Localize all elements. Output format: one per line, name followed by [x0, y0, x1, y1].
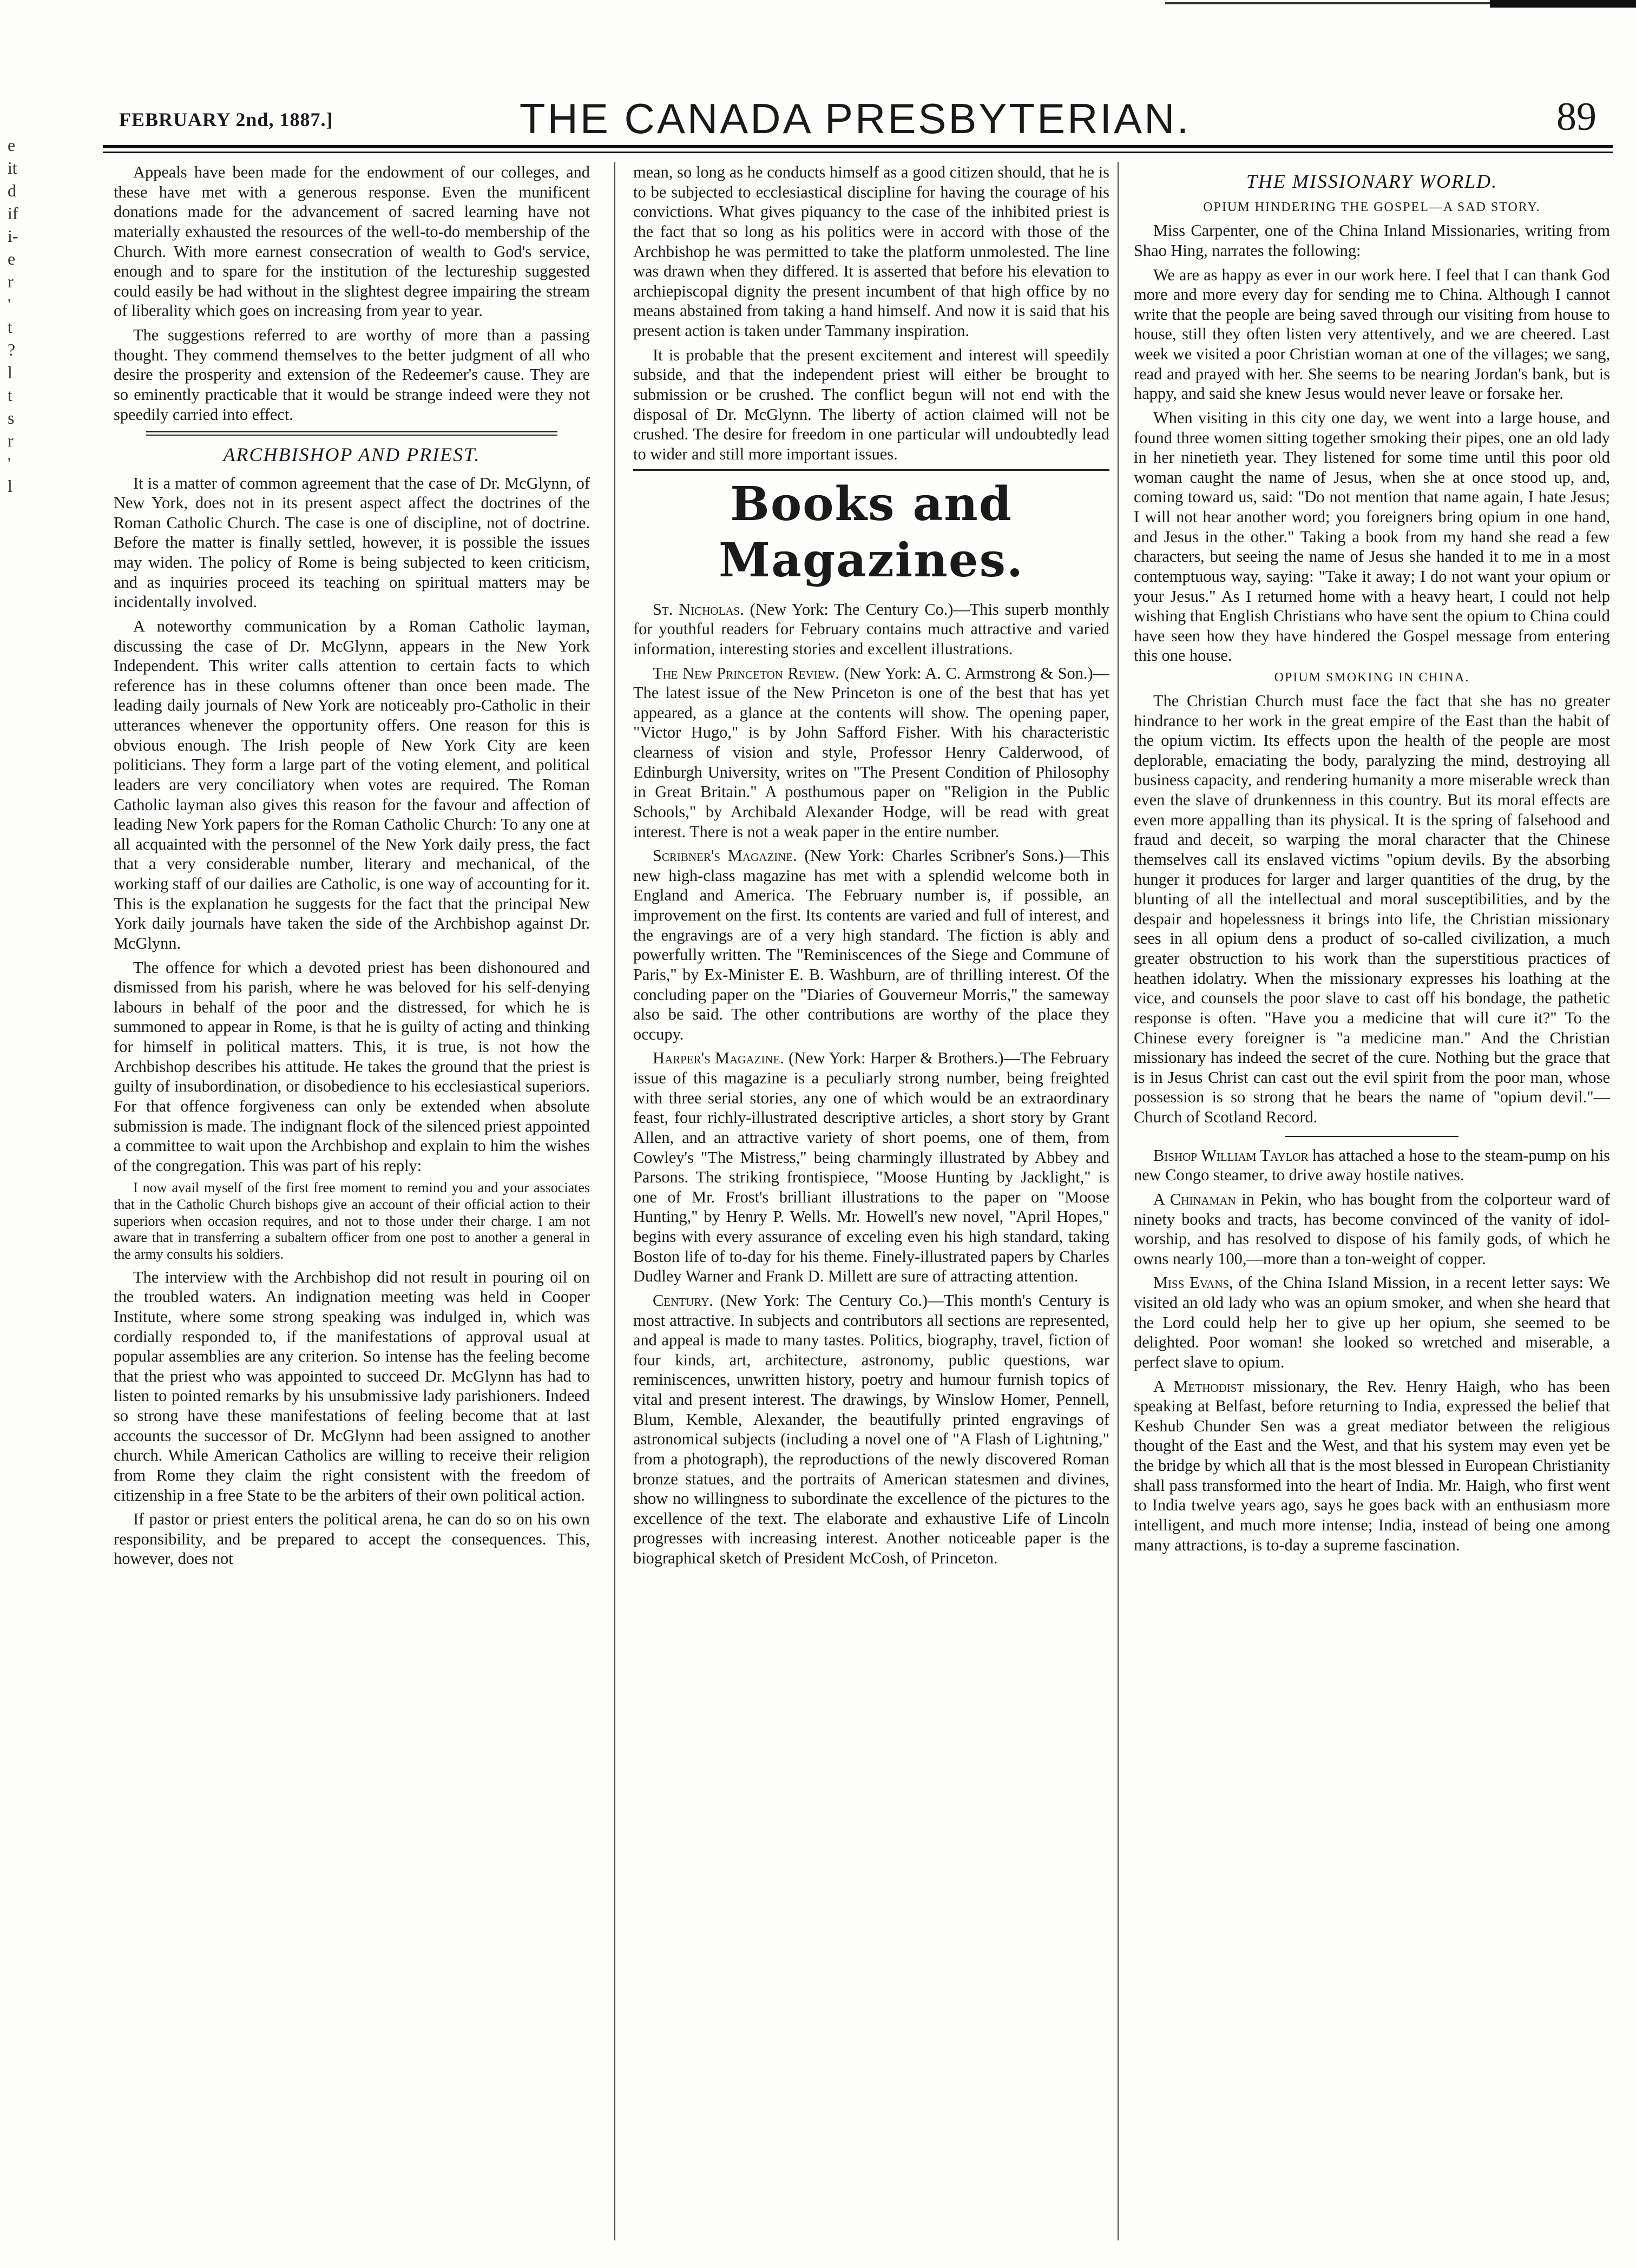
review-text: (New York: Harper & Brothers.)—The February issue of this magazine is a peculiarly strong number, being freighted with three serial stories, any one of which would be an extraordinary feast, four richly-illustrated descriptive articles, a short story by Grant Allen, and an attractive variety of short poems, one of them, from Cowley's "The Mistress," being charmingly illustrated by Abbey and Parsons. The striking frontispiece, "Moose Hunting by Jacklight," is one of Mr. Frost's brilliant illustrations to the paper on "Moose Hunting," by Henry P. Wells. Mr. Howell's new novel, "April Hopes," begins with every assurance of exceling even his high standard, taking Boston life of to-day for his theme. Finely-illustrated papers by Charles Dudley Warner and Frank D. Millett are sure of attracting attention.	[633, 1049, 1109, 1286]
paragraph: The offence for which a devoted priest has been dishonoured and dismissed from his parish, where he was beloved for his self-denying labours in behalf of the poor and the distressed, for which he is summoned to appear in Rome, is that he is guilty of acting and thinking for himself in political matters. This, it is true, is not how the Archbishop describes his attitude. He takes the ground that the priest is guilty of insubordination, or disobedience to his ecclesiastical superiors. For that offence forgiveness can only be extended when absolute submission is made. The indignant flock of the silenced priest appointed a committee to wait upon the Archbishop and explain to him the wishes of the congregation. This was part of his reply:	[114, 958, 590, 1175]
review-text: (New York: Charles Scribner's Sons.)—This new high-class magazine has met with a splendid welcome both in England and America. The February number is, if possible, an improvement on the first. Its contents are varied and full of interest, and the engravings are of a very high standard. The fiction is ably and powerfully written. The "Reminiscences of the Siege and Commune of Paris," by Ex-Minister E. B. Washburn, are of thrilling interest. Of the concluding paper on the "Diaries of Gouverneur Morris," the sameway also be said. The other contributions are worthy of the place they occupy.	[633, 846, 1109, 1043]
news-text: of the China Island Mission, in a recent letter says: We visited an old lady who was an opium smoker, and when she heard that the Lord could help her to give up her opium, she seemed to be delighted. Poor woman! she looked so wretched and miserable, a perfect slave to opium.	[1134, 1273, 1610, 1371]
news-lead: A Methodist	[1153, 1377, 1244, 1396]
column-2	[633, 162, 1109, 2251]
review-item	[633, 663, 1109, 842]
masthead	[97, 87, 1613, 152]
review-text: (New York: The Century Co.)—This superb monthly for youthful readers for February contains much attractive and varied information, interesting stories and excellent illustrations.	[633, 600, 1109, 658]
column-1	[114, 162, 590, 2251]
review-title: Century.	[653, 1291, 713, 1310]
section-rule	[146, 431, 557, 436]
review-item	[633, 846, 1109, 1044]
issue-date: FEBRUARY 2nd, 1887.]	[119, 109, 333, 130]
news-text: in Pekin, who has bought from the colporteur ward of ninety books and tracts, has become convinced of the vanity of idol-worship, and has resolved to dispose of his family gods, of which he owns nearly 100,—more than a ton-weight of copper.	[1134, 1189, 1610, 1268]
paragraph: It is probable that the present excitement and interest will speedily subside, and that the independent priest will either be brought to submission or be crushed. The conflict begun will not end with the disposal of Dr. McGlynn. The liberty of action claimed will not be crushed. The desire for freedom in one particular will undoubtedly lead to wider and still more important issues.	[633, 345, 1109, 463]
quoted-letter: I now avail myself of the first free moment to remind you and your associates that in the Catholic Church bishops give an account of their official action to their superiors when occasion requires, and not to those under their charge. I am not aware that in transferring a subaltern officer from one post to another a general in the army consults his soldiers.	[114, 1180, 590, 1263]
news-item	[1134, 1189, 1610, 1269]
paragraph: Miss Carpenter, one of the China Inland Missionaries, writing from Shao Hing, narrates the following:	[1134, 221, 1610, 260]
news-item	[1134, 1377, 1610, 1555]
review-item	[633, 1048, 1109, 1286]
news-text: has attached a hose to the steam-pump on his new Congo steamer, to drive away hostile natives.	[1134, 1146, 1610, 1185]
news-text: missionary, the Rev. Henry Haigh, who has been speaking at Belfast, before returning to India, expressed the belief that Keshub Chunder Sen was a great mediator between the religious thought of the East and the West, and that his system may even yet be the bridge by which all that is the most blessed in European Christianity shall pass transformed into the heart of India. Mr. Haigh, who first went to India twelve years ago, says he goes back with an enthusiasm more intelligent, and much more intense; India, instead of being one among many attractions, is to-day a supreme fascination.	[1134, 1377, 1610, 1554]
article-heading: ARCHBISHOP AND PRIEST.	[223, 444, 481, 466]
column-divider	[1118, 162, 1119, 2240]
paragraph: It is a matter of common agreement that the case of Dr. McGlynn, of New York, does not in its present aspect affect the doctrines of the Roman Catholic Church. The case is one of discipline, not of doctrine. Before the matter is finally settled, however, it is possible the issues may widen. The policy of Rome is being subjected to keen criticism, and as inquiries proceed its teaching on spiritual matters may be incidentally involved.	[114, 474, 590, 612]
subheading: OPIUM SMOKING IN CHINA.	[1274, 670, 1470, 685]
margin-mark: t	[8, 317, 12, 337]
margin-mark: l	[8, 476, 12, 496]
section-rule	[633, 469, 1109, 471]
news-lead: A Chinaman	[1153, 1189, 1236, 1208]
review-title: The New Princeton Review.	[653, 663, 840, 682]
margin-mark: e	[8, 135, 16, 155]
margin-mark: e	[8, 249, 16, 268]
margin-mark: t	[8, 385, 12, 405]
review-item	[633, 600, 1109, 659]
section-heading-missionary: THE MISSIONARY WORLD.	[1246, 170, 1498, 192]
header-rule	[103, 152, 1613, 153]
scan-edge-mark	[1490, 0, 1636, 8]
margin-mark: l	[8, 363, 12, 382]
header-rule	[103, 145, 1613, 148]
paragraph: Appeals have been made for the endowment of our colleges, and these have met with a generous response. Even the munificent donations made for the advancement of sacred learning have not materially exhausted the resources of the well-to-do membership of the Church. With more earnest consecration of wealth to God's service, enough and to spare for the institution of the lectureship suggested could easily be had without in the slightest degree impairing the stream of liberality which goes on increasing from year to year.	[114, 163, 590, 320]
paragraph: When visiting in this city one day, we went into a large house, and found three women sitting together smoking their pipes, one an old lady in her ninetieth year. They listened for some time until this poor old woman caught the name of Jesus, when she at once stood up, and, coming toward us, said: "Do not mention that name again, I hate Jesus; I will not hear another word; you foreigners bring opium in one hand, and Jesus in the other." Taking a book from my hand she read a few characters, but seeing the name of Jesus she handed it to me in a most contemptuous way, saying: "Take it away; I do not want your opium or your Jesus." As I returned home with a heavy heart, I could not help wishing that English Christians who have sent the opium to China could have seen how they have hindered the Gospel message from entering this one house.	[1134, 408, 1610, 665]
review-title: Harper's Magazine.	[653, 1049, 784, 1068]
paragraph: The interview with the Archbishop did not result in pouring oil on the troubled waters. An indignation meeting was held in Cooper Institute, where some strong speaking was indulged in, which was cordially responded to, if the manifestations of approval usual at popular assemblies are any criterion. So intense has the feeling become that the priest who was appointed to succeed Dr. McGlynn has had to listen to pointed remarks by his unsubmissive lady parishioners. Indeed so strong have these manifestations of feeling become that at last accounts the successor of Dr. McGlynn had been assigned to another church. While American Catholics are willing to receive their religion from Rome they claim the right consistent with the freedom of citizenship in a free State to be the arbiters of their own political action.	[114, 1267, 590, 1504]
margin-mark: r	[8, 431, 14, 450]
margin-mark: i-	[8, 226, 18, 246]
news-lead: Bishop William Taylor	[1153, 1146, 1309, 1165]
paragraph: We are as happy as ever in our work here. I feel that I can thank God more and more every day for sending me to China. Although I cannot write that the people are being saved through our visiting from house to house, still they often listen very attentively, and we are cheered. Last week we visited a poor Christian woman at one of the villages; we sang, read and prayed with her. She seems to be nearing Jordan's bank, but is happy, and said she knew Jesus would never leave or forsake her.	[1134, 265, 1610, 403]
paragraph: The suggestions referred to are worthy of more than a passing thought. They commend themselves to the better judgment of all who desire the prosperity and extension of the Redeemer's cause. They are so eminently practicable that it would be strange indeed were they not speedily carried into effect.	[114, 326, 590, 424]
scan-edge-mark	[1165, 2, 1490, 4]
margin-mark: r	[8, 272, 14, 291]
review-title: Scribner's Magazine.	[653, 846, 797, 865]
paragraph: The Christian Church must face the fact that she has no greater hindrance to her work in the great empire of the East than the habit of the opium victim. Its effects upon the health of the people are most deplorable, emaciating the body, paralyzing the mind, destroying all business capacity, and rendering humanity a more miserable wreck than even the slave of drunkenness in this country. But its moral effects are even more appalling than its physical. It is the spring of falsehood and fraud and deceit, so warping the moral character that the Chinese themselves call its enslaved victims "opium devils. By the absorbing hunger it produces for larger and larger quantities of the drug, by the blunting of all the intellectual and moral susceptibilities, and by the despair and hopelessness it brings into life, the Christian missionary sees in all opium dens a product of so-called civilization, a much greater obstruction to his work than the superstitious practices of heathen idolatry. When the missionary expresses his loathing at the vice, and counsels the poor slave to cast off his bondage, the pathetic response is often. "Have you a medicine that will cure it?" To the Chinese every foreigner is "a medicine man." And the Christian missionary has indeed the secret of the cure. Nothing but the grace that is in Jesus Christ can cast out the evil spirit from the poor man, whose possession is so strong that he bears the name of "opium devil."—Church of Scotland Record.	[1134, 691, 1610, 1127]
section-heading-books: Books and Magazines.	[719, 477, 1024, 588]
review-text: (New York: The Century Co.)—This month's Century is most attractive. In subjects and contributors all sections are represented, and appeal is made to many tastes. Politics, biography, travel, fiction of four kinds, art, architecture, astronomy, public questions, war reminiscences, unwritten history, poetry and humour furnish topics of vital and present interest. The drawings, by Winslow Homer, Pennell, Blum, Kemble, Alexander, the beautifully printed engravings of astronomical subjects (including a novel one of "A Flash of Lightning," from a photograph), the reproductions of the newly discovered Roman bronze statues, and the portraits of American statesmen and divines, show no willingness to subordinate the excellence of the pictures to the excellence of the text. The elaborate and exhaustive Life of Lincoln progresses with increasing interest. Another noticeable paper is the biographical sketch of President McCosh, of Princeton.	[633, 1291, 1109, 1567]
news-lead: Miss Evans,	[1153, 1273, 1233, 1292]
section-rule	[1285, 1136, 1458, 1137]
news-item	[1134, 1146, 1610, 1185]
paragraph: A noteworthy communication by a Roman Catholic layman, discussing the case of Dr. McGlynn, appears in the New York Independent. This writer calls attention to certain facts to which reference has in these columns oftener than once been made. The leading daily journals of New York are noticeably pro-Catholic in their utterances whenever the opportunity offers. One reason for this is obvious enough. The Irish people of New York City are keen politicians. They form a large part of the voting element, and political leaders are very conciliatory when votes are required. The Roman Catholic layman also gives this reason for the favour and affection of leading New York papers for the Roman Catholic Church: To any one at all acquainted with the personnel of the New York daily press, the fact that a very considerable number, literary and mechanical, of the working staff of our dailies are Catholic, is one way of accounting for it. This is the explanation he suggests for the fact that the principal New York daily journals have taken the side of the Archbishop against Dr. McGlynn.	[114, 616, 590, 952]
news-item	[1134, 1273, 1610, 1372]
column-3	[1134, 162, 1610, 2251]
subheading: OPIUM HINDERING THE GOSPEL—A SAD STORY.	[1203, 200, 1541, 215]
review-item	[633, 1291, 1109, 1568]
column-divider	[614, 162, 615, 2240]
margin-mark: if	[8, 203, 18, 223]
review-title: St. Nicholas.	[653, 600, 744, 619]
paragraph: If pastor or priest enters the political arena, he can do so on his own responsibility, and be prepared to accept the consequences. This, however, does not	[114, 1510, 590, 1568]
review-text: (New York: A. C. Armstrong & Son.)—The latest issue of the New Princeton is one of the best that has yet appeared, as a glance at the contents will show. The opening paper, "Victor Hugo," is by John Safford Fisher. With his characteristic clearness of vision and style, Professor Henry Calderwood, of Edinburgh University, writes on "The Present Condition of Philosophy in Great Britain." A posthumous paper on "Religion in the Public Schools," by Archibald Alexander Hodge, will be read with great interest. There is not a weak paper in the entire number.	[633, 663, 1109, 841]
margin-mark: s	[8, 408, 15, 428]
margin-mark: '	[8, 453, 11, 473]
margin-mark: d	[8, 181, 16, 200]
page-number: 89	[1556, 95, 1596, 139]
newspaper-title: THE CANADA PRESBYTERIAN.	[519, 95, 1191, 142]
margin-mark: it	[8, 158, 17, 178]
paragraph: mean, so long as he conducts himself as a good citizen should, that he is to be subjected to ecclesiastical discipline for having the courage of his convictions. What gives piquancy to the case of the inhibited priest is the fact that so long as his politics were in accord with those of the Archbishop he was permitted to take the platform unmolested. The line was drawn when they differed. It is asserted that before his elevation to archiepiscopal dignity the present incumbent of that high office by no means abstained from taking a hand himself. And now it is said that his present action is taken under Tammany inspiration.	[633, 163, 1109, 340]
margin-mark: '	[8, 294, 11, 314]
margin-mark: ?	[8, 340, 16, 359]
